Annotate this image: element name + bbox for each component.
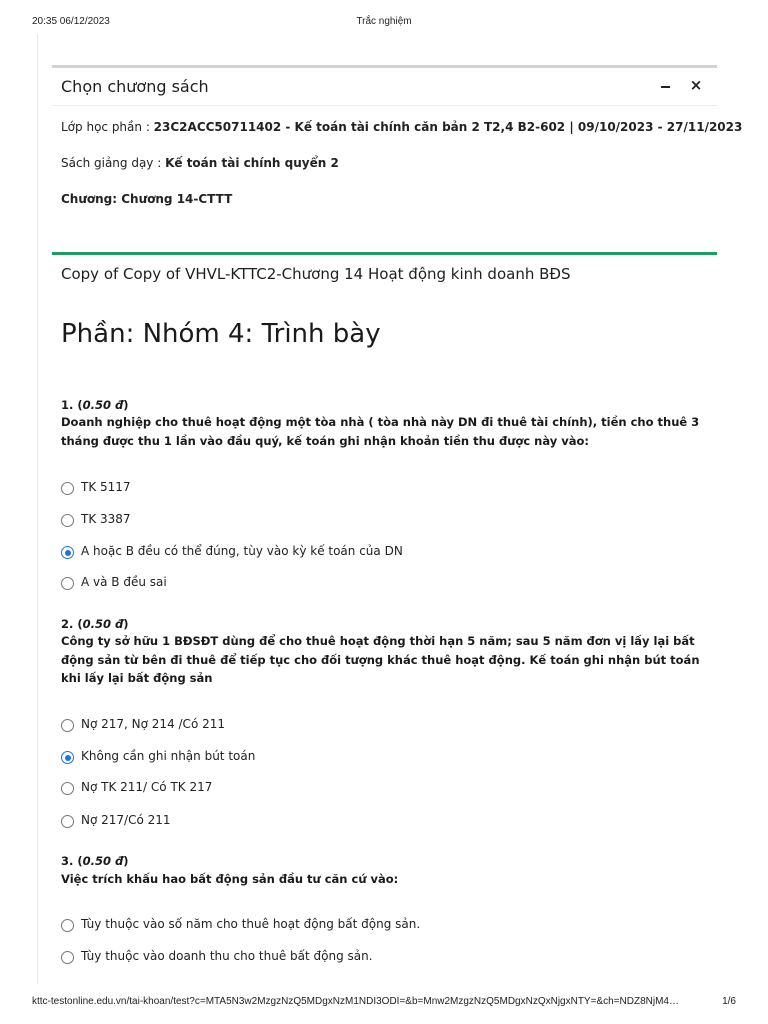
close-icon[interactable]: × xyxy=(689,76,703,94)
radio-button-selected[interactable] xyxy=(61,751,74,764)
chapter-panel-header xyxy=(52,68,717,106)
class-info xyxy=(61,120,742,134)
question-3-header: 3. (0.50 đ) xyxy=(61,854,129,868)
chapter-panel-title: Chọn chương sách xyxy=(61,77,209,96)
section-title: Phần: Nhóm 4: Trình bày xyxy=(61,319,381,349)
class-label: Lớp học phần : xyxy=(61,120,154,134)
print-page-title: Trắc nghiệm xyxy=(356,16,412,27)
class-value: 23C2ACC50711402 - Kế toán tài chính căn bản 2 T2,4 B2-602 | 09/10/2023 - 27/11/2023 xyxy=(153,120,743,134)
print-timestamp: 20:35 06/12/2023 xyxy=(32,16,110,27)
question-2-header: 2. (0.50 đ) xyxy=(61,617,129,631)
print-footer xyxy=(32,996,736,1010)
chapter-info: Chương: Chương 14-CTTT xyxy=(61,192,233,206)
question-2-text: Công ty sở hữu 1 BĐSĐT dùng để cho thuê hoạt động thời hạn 5 năm; sau 5 năm đơn vị lấy lại bất động sản từ bên đi thuê để tiếp tục cho đối tượng khác thuê hoạt động. Kế toán ghi nhận bút toán khi lấy lại bất động sản xyxy=(61,634,700,685)
test-panel: Copy of Copy of VHVL-KTTC2-Chương 14 Hoạt động kinh doanh BĐS Phần: Nhóm 4: Trình bày 1. (0.50 đ) Doanh nghiệp cho thuê hoạt động một tòa nhà ( tòa nhà này DN đi thuê tài chính), tiền cho thuê 3 tháng được thu 1 lần vào đầu quý, kế toán ghi nhận khoản tiền thu được này vào: TK 5117 TK 3387 A hoặc B đều có thể đúng, tùy vào kỳ kế toán của DN A và B đều sai 2. (0.50 đ) Công ty sở hữu 1 BĐSĐT dùng để cho thuê hoạt động thời hạn 5 năm; sau 5 năm đơn vị lấy lại bất động sản từ bên đi thuê để tiếp tục cho đối tượng khác thuê hoạt động. Kế toán ghi nhận bút toán khi lấy lại bất động sản Nợ 217, Nợ 214 /Có 211 Không cần ghi nhận bút toán Nợ TK 211/ Có TK 217 Nợ 217/Có 211 3. (0.50 đ) Việc trích khấu hao bất động sản đầu tư căn cứ vào: Tùy thuộc vào số năm cho thuê hoạt động bất động sản. Tùy thuộc vào doanh thu cho thuê bất động sản. xyxy=(52,252,717,982)
question-3-points: 0.50 đ xyxy=(82,854,124,868)
print-page-number: 1/6 xyxy=(722,996,736,1007)
radio-button-selected[interactable] xyxy=(61,546,74,559)
question-1-text: Doanh nghiệp cho thuê hoạt động một tòa nhà ( tòa nhà này DN đi thuê tài chính), tiền cho thuê 3 tháng được thu 1 lần vào đầu quý, kế toán ghi nhận khoản tiền thu được này vào: xyxy=(61,415,700,448)
test-title: Copy of Copy of VHVL-KTTC2-Chương 14 Hoạt động kinh doanh BĐS xyxy=(61,265,571,283)
question-1-points: 0.50 đ xyxy=(82,398,124,412)
radio-button[interactable] xyxy=(61,482,74,495)
radio-button[interactable] xyxy=(61,577,74,590)
radio-button[interactable] xyxy=(61,919,74,932)
radio-button[interactable] xyxy=(61,782,74,795)
radio-button[interactable] xyxy=(61,719,74,732)
book-label: Sách giảng dạy : xyxy=(61,156,166,170)
page-left-rule xyxy=(37,34,38,984)
minimize-icon[interactable] xyxy=(659,79,673,95)
book-value: Kế toán tài chính quyển 2 xyxy=(165,156,339,170)
radio-button[interactable] xyxy=(61,514,74,527)
question-2-points: 0.50 đ xyxy=(82,617,124,631)
radio-button[interactable] xyxy=(61,815,74,828)
book-info xyxy=(61,156,339,170)
print-header xyxy=(32,16,736,30)
chapter-panel xyxy=(52,65,743,235)
question-1-header: 1. (0.50 đ) xyxy=(61,398,129,412)
radio-button[interactable] xyxy=(61,951,74,964)
print-url: kttc-testonline.edu.vn/tai-khoan/test?c=MTA5N3w2MzgzNzQ5MDgxNzM1NDI3ODI=&b=Mnw2MzgzNzQ5MDgxNzQxNjgxNTY=&ch=NDZ8NjM4… xyxy=(32,996,679,1007)
question-3-text: Việc trích khấu hao bất động sản đầu tư căn cứ vào: xyxy=(61,872,399,886)
